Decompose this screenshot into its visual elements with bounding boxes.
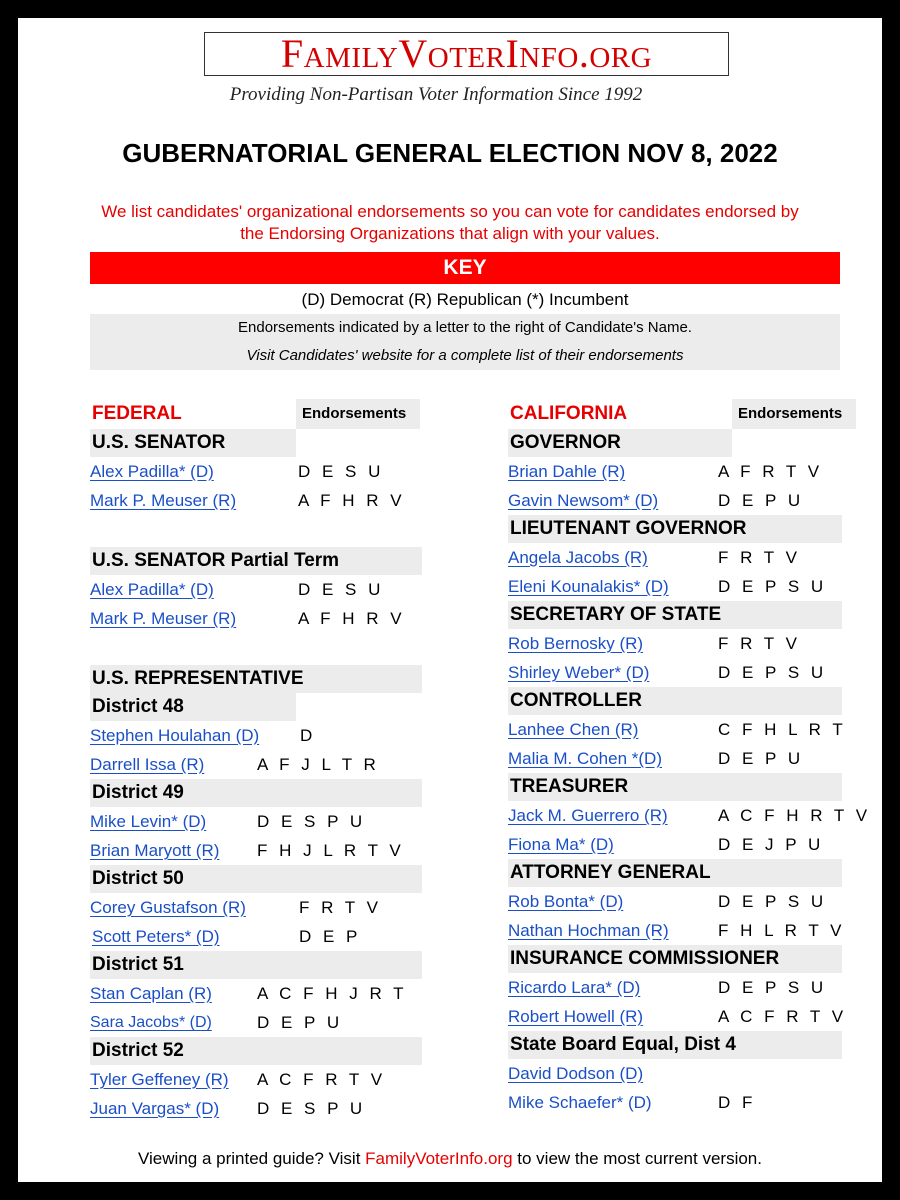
endorsement-codes: A C F R T V — [718, 1007, 847, 1026]
candidate-row — [508, 629, 842, 658]
office-heading: GOVERNOR — [508, 429, 842, 457]
endorsement-codes: D E S P U — [257, 812, 366, 831]
key-note-line1: Endorsements indicated by a letter to the right of Candidate's Name. — [238, 319, 692, 336]
candidate-name: Mike Schaefer* (D) — [508, 1093, 652, 1112]
endorsement-codes: D E P S U — [718, 892, 827, 911]
candidate-link[interactable]: Rob Bonta* (D) — [508, 892, 624, 911]
endorsement-codes: A F R T V — [718, 462, 823, 481]
candidate-row — [508, 715, 847, 744]
candidate-link[interactable]: Rob Bernosky (R) — [508, 634, 644, 653]
office-heading: U.S. SENATOR Partial Term — [90, 547, 422, 575]
candidate-link[interactable]: Stephen Houlahan (D) — [90, 726, 260, 745]
key-header: KEY — [90, 252, 840, 284]
candidate-row — [90, 750, 422, 779]
key-legend: (D) Democrat (R) Republican (*) Incumbent — [301, 290, 629, 309]
candidate-row — [508, 1059, 842, 1088]
endorsement-codes: D E P U — [718, 749, 804, 768]
candidate-link[interactable]: Angela Jacobs (R) — [508, 548, 648, 567]
candidate-link[interactable]: Scott Peters* (D) — [92, 927, 220, 946]
candidate-link[interactable]: Mike Levin* (D) — [90, 812, 207, 831]
candidate-row — [90, 979, 422, 1008]
candidate-row — [508, 887, 842, 916]
federal-column — [90, 399, 422, 1123]
candidate-row — [508, 830, 842, 859]
endorsement-codes: D E P S U — [718, 663, 827, 682]
california-column — [508, 399, 871, 1117]
candidate-row — [508, 543, 842, 572]
candidate-row — [508, 486, 842, 515]
endorsement-codes: D E S U — [298, 580, 384, 599]
candidate-link[interactable]: Eleni Kounalakis* (D) — [508, 577, 669, 596]
candidate-link[interactable]: Brian Dahle (R) — [508, 462, 626, 481]
district-heading: District 50 — [90, 865, 422, 893]
endorsement-codes: D — [300, 726, 316, 745]
endorsement-codes: C F H L R T — [718, 720, 847, 739]
candidate-link[interactable]: Shirley Weber* (D) — [508, 663, 650, 682]
california-header — [508, 399, 842, 429]
candidate-link[interactable]: Corey Gustafson (R) — [90, 898, 246, 917]
candidate-link[interactable]: Jack M. Guerrero (R) — [508, 806, 668, 825]
candidate-row — [90, 1094, 422, 1123]
candidate-row — [90, 457, 422, 486]
office-heading: CONTROLLER — [508, 687, 842, 715]
endorsement-codes: D E P S U — [718, 577, 827, 596]
office-heading: TREASURER — [508, 773, 842, 801]
candidate-link[interactable]: Juan Vargas* (D) — [90, 1099, 220, 1118]
endorsement-codes: D E S P U — [257, 1099, 366, 1118]
candidate-row — [90, 922, 422, 951]
candidate-link[interactable]: Mark P. Meuser (R) — [90, 491, 237, 510]
section-title: FEDERAL — [92, 403, 182, 424]
endorsement-codes: D E S U — [298, 462, 384, 481]
candidate-link[interactable]: Lanhee Chen (R) — [508, 720, 639, 739]
candidate-link[interactable]: Gavin Newsom* (D) — [508, 491, 659, 510]
candidate-row — [90, 1008, 422, 1037]
footer — [18, 1149, 882, 1169]
section-title: CALIFORNIA — [510, 403, 628, 424]
candidate-row — [90, 486, 422, 515]
office-heading: LIEUTENANT GOVERNOR — [508, 515, 842, 543]
office-heading: U.S. REPRESENTATIVE — [90, 665, 422, 693]
office-heading: SECRETARY OF STATE — [508, 601, 842, 629]
candidate-row — [90, 807, 422, 836]
office-heading: ATTORNEY GENERAL — [508, 859, 842, 887]
candidate-row — [508, 801, 871, 830]
district-heading: District 49 — [90, 779, 422, 807]
candidate-row — [508, 1002, 847, 1031]
footer-site-link[interactable]: FamilyVoterInfo.org — [365, 1149, 513, 1168]
candidate-row — [508, 572, 842, 601]
office-heading: INSURANCE COMMISSIONER — [508, 945, 842, 973]
candidate-link[interactable]: Tyler Geffeney (R) — [90, 1070, 229, 1089]
candidate-link[interactable]: Stan Caplan (R) — [90, 984, 212, 1003]
candidate-link[interactable]: Alex Padilla* (D) — [90, 462, 214, 481]
candidate-link[interactable]: Ricardo Lara* (D) — [508, 978, 641, 997]
candidate-row — [90, 893, 422, 922]
site-logo[interactable]: FAMILYVOTERINFO.ORG — [204, 32, 729, 76]
endorsement-codes: A F H R V — [298, 609, 406, 628]
footer-text-before: Viewing a printed guide? Visit — [138, 1149, 366, 1168]
candidate-link[interactable]: Nathan Hochman (R) — [508, 921, 669, 940]
voter-guide-page — [18, 18, 882, 1182]
candidate-link[interactable]: Alex Padilla* (D) — [90, 580, 214, 599]
endorsement-codes: F R T V — [299, 898, 382, 917]
district-heading: District 52 — [90, 1037, 422, 1065]
endorsements-header: Endorsements — [732, 399, 856, 429]
candidate-row — [508, 457, 842, 486]
endorsement-codes: A C F H J R T — [257, 984, 408, 1003]
key-note — [90, 314, 840, 370]
page-title: GUBERNATORIAL GENERAL ELECTION NOV 8, 2022 — [122, 138, 778, 168]
candidate-link[interactable]: Fiona Ma* (D) — [508, 835, 614, 854]
endorsement-codes: D E J P U — [718, 835, 824, 854]
candidate-row — [90, 1065, 422, 1094]
endorsement-codes: F H J L R T V — [257, 841, 405, 860]
candidate-row — [508, 916, 845, 945]
office-heading: State Board Equal, Dist 4 — [508, 1031, 842, 1059]
candidate-link[interactable]: Brian Maryott (R) — [90, 841, 220, 860]
endorsements-header: Endorsements — [296, 399, 420, 429]
endorsement-codes: D E P U — [257, 1013, 343, 1032]
candidate-row — [508, 1088, 842, 1117]
endorsement-codes: F R T V — [718, 548, 801, 567]
tagline: Providing Non-Partisan Voter Information Since 1992 — [229, 84, 643, 105]
endorsement-codes: A C F R T V — [257, 1070, 386, 1089]
candidate-row — [90, 721, 422, 750]
endorsement-codes: A C F H R T V — [718, 806, 871, 825]
candidate-link[interactable]: Malia M. Cohen *(D) — [508, 749, 662, 768]
candidate-row — [90, 836, 422, 865]
candidate-row — [90, 604, 422, 633]
endorsement-codes: D F — [718, 1093, 756, 1112]
candidate-row — [508, 658, 842, 687]
district-heading: District 51 — [90, 951, 422, 979]
district-heading: District 48 — [90, 693, 422, 721]
candidate-link[interactable]: Mark P. Meuser (R) — [90, 609, 237, 628]
endorsement-codes: D E P S U — [718, 978, 827, 997]
office-heading: U.S. SENATOR — [90, 429, 422, 457]
endorsement-codes: A F J L T R — [257, 755, 380, 774]
candidate-row — [508, 744, 842, 773]
candidate-link[interactable]: Darrell Issa (R) — [90, 755, 205, 774]
intro-text: We list candidates' organizational endorsements so you can vote for candidates endorsed by the Endorsing Organizations that align with your values. — [101, 202, 799, 243]
candidate-row — [90, 575, 422, 604]
footer-text-after: to view the most current version. — [512, 1149, 762, 1168]
endorsement-codes: D E P — [299, 927, 361, 946]
endorsement-codes: F R T V — [718, 634, 801, 653]
endorsement-codes: D E P U — [718, 491, 804, 510]
federal-header — [90, 399, 422, 429]
candidate-link[interactable]: Sara Jacobs* (D) — [90, 1014, 212, 1031]
candidate-link[interactable]: Robert Howell (R) — [508, 1007, 644, 1026]
endorsement-codes: A F H R V — [298, 491, 406, 510]
candidate-link[interactable]: David Dodson (D) — [508, 1064, 644, 1083]
candidate-row — [508, 973, 842, 1002]
endorsement-codes: F H L R T V — [718, 921, 845, 940]
key-note-line2: Visit Candidates' website for a complete list of their endorsements — [246, 347, 684, 364]
